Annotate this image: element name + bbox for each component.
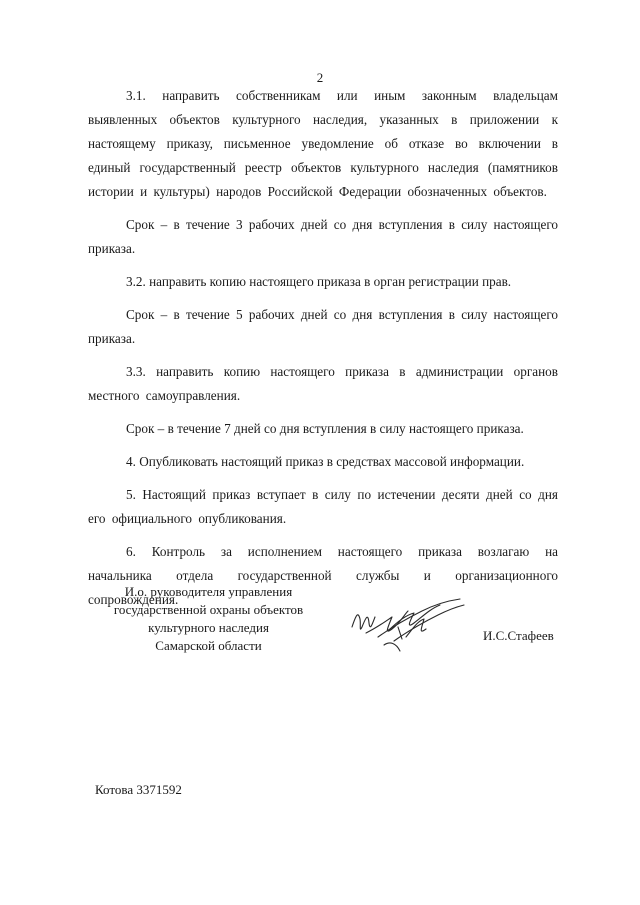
paragraph-6: 6. Контроль за исполнением настоящего приказа возлагаю на начальника отдела государственной службы и организационного сопровождения. <box>88 544 558 607</box>
executor-contact: Котова 3371592 <box>95 782 182 797</box>
deadline-3-3: Срок – в течение 7 дней со дня вступления в силу настоящего приказа. <box>126 421 524 436</box>
signatory-name: И.С.Стафеев <box>483 628 554 643</box>
paragraph-3-2: 3.2. направить копию настоящего приказа в орган регистрации прав. <box>126 274 512 289</box>
paragraph-3-3: 3.3. направить копию настоящего приказа в администрации органов местного самоуправления. <box>88 364 558 403</box>
deadline-3-1: Срок – в течение 3 рабочих дней со дня вступления в силу настоящего приказа. <box>88 217 558 256</box>
signatory-position-line: культурного наследия <box>148 620 269 635</box>
deadline-3-2: Срок – в течение 5 рабочих дней со дня вступления в силу настоящего приказа. <box>88 307 558 346</box>
paragraph-4: 4. Опубликовать настоящий приказ в средствах массовой информации. <box>126 454 525 469</box>
paragraph-5: 5. Настоящий приказ вступает в силу по истечении десяти дней со дня его официального опубликования. <box>88 487 558 526</box>
page-number: 2 <box>316 70 324 85</box>
document-body <box>88 84 558 612</box>
paragraph-3-1: 3.1. направить собственникам или иным законным владельцам выявленных объектов культурного наследия, указанных в приложении к настоящему приказу, письменное уведомление об отказе во включении в единый государственный реестр объектов культурного наследия (памятников истории и культуры) народов Российской Федерации обозначенных объектов. <box>88 88 558 199</box>
signatory-position-line: Самарской области <box>155 638 262 653</box>
signatory-position <box>96 583 321 655</box>
signatory-position-line: И.о. руководителя управления <box>124 584 293 599</box>
signatory-position-line: государственной охраны объектов <box>113 602 304 617</box>
handwritten-signature <box>348 597 468 655</box>
